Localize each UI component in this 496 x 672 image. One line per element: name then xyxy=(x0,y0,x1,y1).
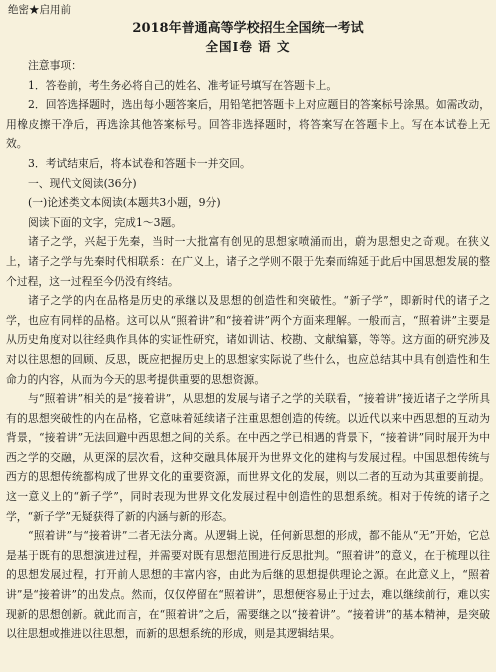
instruction-item-2: 2．回答选择题时，选出每小题答案后，用铅笔把答题卡上对应题目的答案标号涂黑。如需改动，用橡皮擦干净后，再选涂其他答案标号。回答非选择题时，将答案写在答题卡上。写在本试卷上无效。 xyxy=(6,98,490,151)
instruction-item-3: 3．考试结束后，将本试卷和答题卡一并交回。 xyxy=(28,156,251,170)
passage-paragraph-1: 诸子之学，兴起于先秦，当时一大批富有创见的思想家喷涌而出，蔚为思想史之奇观。在狭义上，诸子之学与先秦时代相联系：在广义上，诸子之学则不限于先秦而绵延于此后中国思想发展的整个过程，这一过程至今仍没有终结。 xyxy=(6,235,490,288)
sub-section-heading: (一)论述类文本阅读(本题共3小题，9分) xyxy=(28,196,221,210)
reading-prompt: 阅读下面的文字，完成1～3题。 xyxy=(28,215,183,229)
instructions-heading: 注意事项： xyxy=(28,59,82,72)
passage-paragraph-2: 诸子之学的内在品格是历史的承继以及思想的创造性和突破性。“新子学”，即新时代的诸子之学，也应有同样的品格。这可以从“照着讲”和“接着讲”两个方面来理解。一般而言，“照着讲”主要是从历史角度对以往经典作具体的实证性研究，诸如训诂、校勘、文献编纂，等等。这方面的研究涉及对以往思想的回顾、反思，既应把握历史上的思想家实际说了些什么，也应总结其中具有创造性和生命力的内容，从而为今天的思考提供重要的思想资源。 xyxy=(6,294,490,386)
secret-mark: 绝密★启用前 xyxy=(8,4,71,16)
exam-subtitle: 全国Ⅰ卷 语 文 xyxy=(205,39,291,54)
section-heading: 一、现代文阅读(36分) xyxy=(28,176,137,190)
exam-body xyxy=(6,56,490,644)
instruction-item-1: 1．答卷前，考生务必将自己的姓名、准考证号填写在答题卡上。 xyxy=(28,78,338,92)
exam-title: 2018年普通高等学校招生全国统一考试 xyxy=(132,21,364,36)
passage-paragraph-3: 与“照着讲”相关的是“接着讲”，从思想的发展与诸子之学的关联看，“接着讲”接近诸子之学所具有的思想突破性的内在品格，它意味着延续诸子注重思想创造的传统。以近代以来中西思想的互动为背景，“接着讲”无法回避中西思想之间的关系。在中西之学已相遇的背景下，“接着讲”同时展开为中西之学的交融，从更深的层次看，这种交融具体展开为世界文化的建构与发展过程。中国思想传统与西方的思想传统都构成了世界文化的重要资源，而世界文化的发展，则以二者的互动为其重要前提。这一意义上的“新子学”，同时表现为世界文化发展过程中创造性的思想系统。相对于传统的诸子之学，“新子学”无疑获得了新的内涵与新的形态。 xyxy=(6,392,490,523)
passage-paragraph-4: “照着讲”与“接着讲”二者无法分离。从逻辑上说，任何新思想的形成，都不能从“无”开始，它总是基于既有的思想演进过程，并需要对既有思想范围进行反思批判。“照着讲”的意义，在于梳理以往的思想发展过程，打开前人思想的丰富内容，由此为后继的思想提供理论之源。在此意义上，“照着讲”是“接着讲”的出发点。然而，仅仅停留在“照着讲”，思想便容易止于过去，难以继续前行，难以实现新的思想创新。就此而言，在“照着讲”之后，需要继之以“接着讲”。“接着讲”的基本精神，是突破以往思想或推进以往思想，而新的思想系统的形成，则是其逻辑结果。 xyxy=(6,529,490,641)
